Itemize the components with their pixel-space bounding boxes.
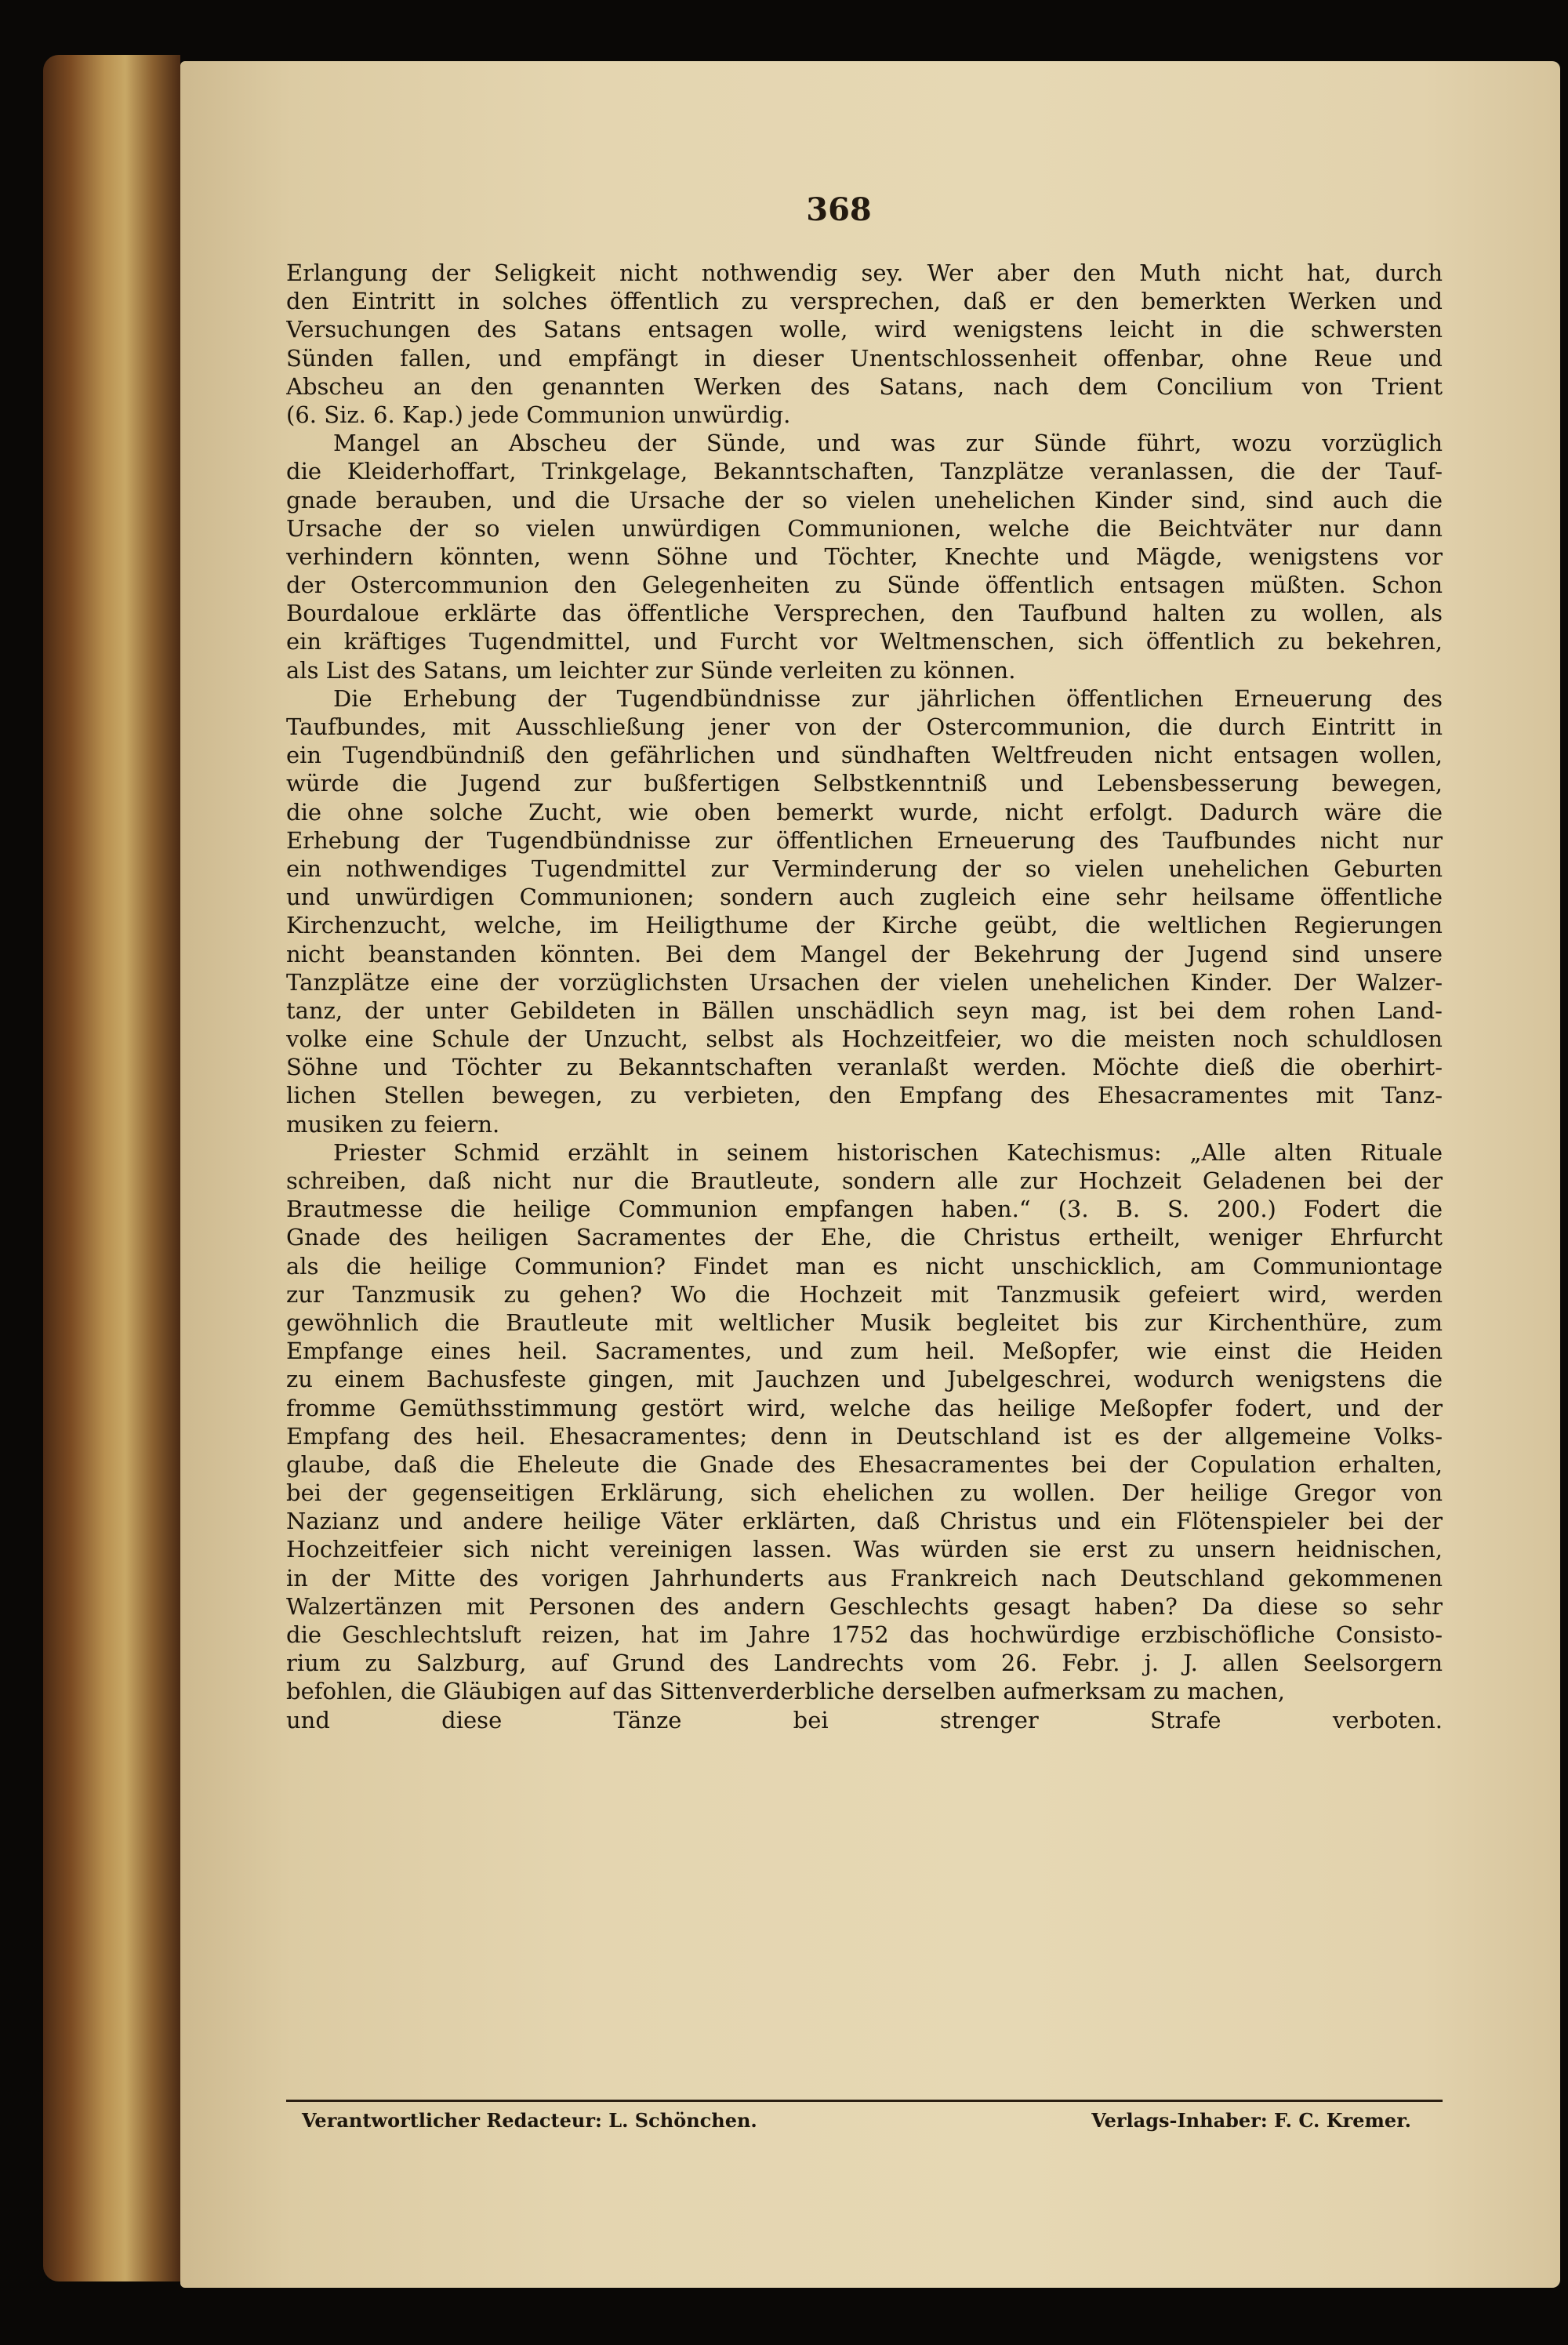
page-number: 368: [806, 191, 872, 228]
text-line: und diese Tänze bei strenger Strafe verboten.: [286, 1706, 1443, 1733]
text-line: Ursache der so vielen unwürdigen Communionen, welche die Beichtväter nur dann: [286, 514, 1443, 542]
footer-rule: [286, 2100, 1443, 2102]
text-line: die ohne solche Zucht, wie oben bemerkt wurde, nicht erfolgt. Dadurch wäre die: [286, 798, 1443, 826]
text-line: bei der gegenseitigen Erklärung, sich ehelichen zu wollen. Der heilige Gregor von: [286, 1479, 1443, 1507]
text-line: volke eine Schule der Unzucht, selbst als Hochzeitfeier, wo die meisten noch schuldlosen: [286, 1025, 1443, 1053]
text-line: ein Tugendbündniß den gefährlichen und sündhaften Weltfreuden nicht entsagen wollen,: [286, 742, 1443, 769]
text-line: die Geschlechtsluft reizen, hat im Jahre 1752 das hochwürdige erzbischöfliche Consisto-: [286, 1621, 1443, 1648]
text-line: nicht beanstanden könnten. Bei dem Mangel der Bekehrung der Jugend sind unsere: [286, 940, 1443, 967]
text-line: als List des Satans, um leichter zur Sünde verleiten zu können.: [286, 656, 1016, 684]
text-line: Nazianz und andere heilige Väter erklärten, daß Christus und ein Flötenspieler bei der: [286, 1508, 1443, 1535]
text-line: Empfange eines heil. Sacramentes, und zum heil. Meßopfer, wie einst die Heiden: [286, 1338, 1443, 1365]
text-line: Die Erhebung der Tugendbündnisse zur jährlichen öffentlichen Erneuerung des: [333, 684, 1443, 712]
text-line: schreiben, daß nicht nur die Brautleute, sondern alle zur Hochzeit Geladenen bei der: [286, 1167, 1443, 1194]
text-line: verhindern könnten, wenn Söhne und Töchter, Knechte und Mägde, wenigstens vor: [286, 543, 1443, 570]
text-line: Söhne und Töchter zu Bekanntschaften veranlaßt werden. Möchte dieß die oberhirt-: [286, 1054, 1443, 1081]
text-line: Taufbundes, mit Ausschließung jener von der Ostercommunion, die durch Eintritt in: [286, 713, 1443, 740]
text-line: rium zu Salzburg, auf Grund des Landrechts vom 26. Febr. j. J. allen Seelsorgern: [286, 1650, 1443, 1677]
text-line: tanz, der unter Gebildeten in Bällen unschädlich seyn mag, ist bei dem rohen Land-: [286, 996, 1443, 1024]
text-line: Mangel an Abscheu der Sünde, und was zur Sünde führt, wozu vorzüglich: [333, 430, 1443, 457]
text-line: der Ostercommunion den Gelegenheiten zu Sünde öffentlich entsagen müßten. Schon: [286, 572, 1443, 599]
text-line: und unwürdigen Communionen; sondern auch zugleich eine sehr heilsame öffentliche: [286, 884, 1443, 911]
text-line: Hochzeitfeier sich nicht vereinigen lassen. Was würden sie erst zu unsern heidnischen,: [286, 1536, 1443, 1563]
text-line: musiken zu feiern.: [286, 1110, 500, 1138]
text-line: befohlen, die Gläubigen auf das Sittenverderbliche derselben aufmerksam zu machen,: [286, 1678, 1285, 1705]
text-line: ein kräftiges Tugendmittel, und Furcht vor Weltmenschen, sich öffentlich zu bekehren,: [286, 628, 1443, 655]
text-line: Kirchenzucht, welche, im Heiligthume der Kirche geübt, die weltlichen Regierungen: [286, 912, 1443, 939]
text-line: glaube, daß die Eheleute die Gnade des Ehesacramentes bei der Copulation erhalten,: [286, 1450, 1443, 1478]
text-line: Walzertänzen mit Personen des andern Geschlechts gesagt haben? Da diese so sehr: [286, 1592, 1443, 1620]
body-text: [286, 259, 1443, 1734]
text-line: Sünden fallen, und empfängt in dieser Unentschlossenheit offenbar, ohne Reue und: [286, 344, 1443, 372]
footer-editor: Verantwortlicher Redacteur: L. Schönchen.: [302, 2109, 757, 2132]
text-line: Erhebung der Tugendbündnisse zur öffentlichen Erneuerung des Taufbundes nicht nur: [286, 826, 1443, 854]
text-line: ein nothwendiges Tugendmittel zur Verminderung der so vielen unehelichen Geburten: [286, 855, 1443, 882]
book-edge: [43, 55, 180, 2281]
text-line: Tanzplätze eine der vorzüglichsten Ursachen der vielen unehelichen Kinder. Der Walzer-: [286, 968, 1443, 996]
text-line: Bourdaloue erklärte das öffentliche Versprechen, den Taufbund halten zu wollen, als: [286, 600, 1443, 627]
text-line: Abscheu an den genannten Werken des Satans, nach dem Concilium von Trient: [286, 372, 1443, 400]
footer-publisher: Verlags-Inhaber: F. C. Kremer.: [1091, 2109, 1411, 2132]
text-line: als die heilige Communion? Findet man es nicht unschicklich, am Communiontage: [286, 1252, 1443, 1280]
text-line: in der Mitte des vorigen Jahrhunderts aus Frankreich nach Deutschland gekommenen: [286, 1564, 1443, 1592]
text-line: fromme Gemüthsstimmung gestört wird, welche das heilige Meßopfer fodert, und der: [286, 1394, 1443, 1421]
text-line: gewöhnlich die Brautleute mit weltlicher Musik begleitet bis zur Kirchenthüre, zum: [286, 1309, 1443, 1336]
text-line: den Eintritt in solches öffentlich zu versprechen, daß er den bemerkten Werken und: [286, 288, 1443, 315]
text-line: Gnade des heiligen Sacramentes der Ehe, die Christus ertheilt, weniger Ehrfurcht: [286, 1224, 1443, 1251]
text-line: Erlangung der Seligkeit nicht nothwendig sey. Wer aber den Muth nicht hat, durch: [286, 260, 1443, 286]
text-line: (6. Siz. 6. Kap.) jede Communion unwürdig.: [286, 401, 791, 428]
text-line: gnade berauben, und die Ursache der so vielen unehelichen Kinder sind, sind auch die: [286, 486, 1443, 514]
text-line: würde die Jugend zur bußfertigen Selbstkenntniß und Lebensbesserung bewegen,: [286, 770, 1443, 797]
text-line: zu einem Bachusfeste gingen, mit Jauchzen und Jubelgeschrei, wodurch wenigstens die: [286, 1366, 1443, 1393]
text-line: zur Tanzmusik zu gehen? Wo die Hochzeit mit Tanzmusik gefeiert wird, werden: [286, 1280, 1443, 1308]
text-line: Versuchungen des Satans entsagen wolle, wird wenigstens leicht in die schwersten: [286, 316, 1443, 343]
text-line: Priester Schmid erzählt in seinem historischen Katechismus: „Alle alten Rituale: [333, 1138, 1443, 1166]
text-line: Empfang des heil. Ehesacramentes; denn in Deutschland ist es der allgemeine Volks-: [286, 1422, 1443, 1450]
text-line: die Kleiderhoffart, Trinkgelage, Bekanntschaften, Tanzplätze veranlassen, die der Tauf-: [286, 458, 1443, 485]
text-line: lichen Stellen bewegen, zu verbieten, den Empfang des Ehesacramentes mit Tanz-: [286, 1082, 1443, 1109]
text-line: Brautmesse die heilige Communion empfangen haben.“ (3. B. S. 200.) Fodert die: [286, 1196, 1443, 1223]
